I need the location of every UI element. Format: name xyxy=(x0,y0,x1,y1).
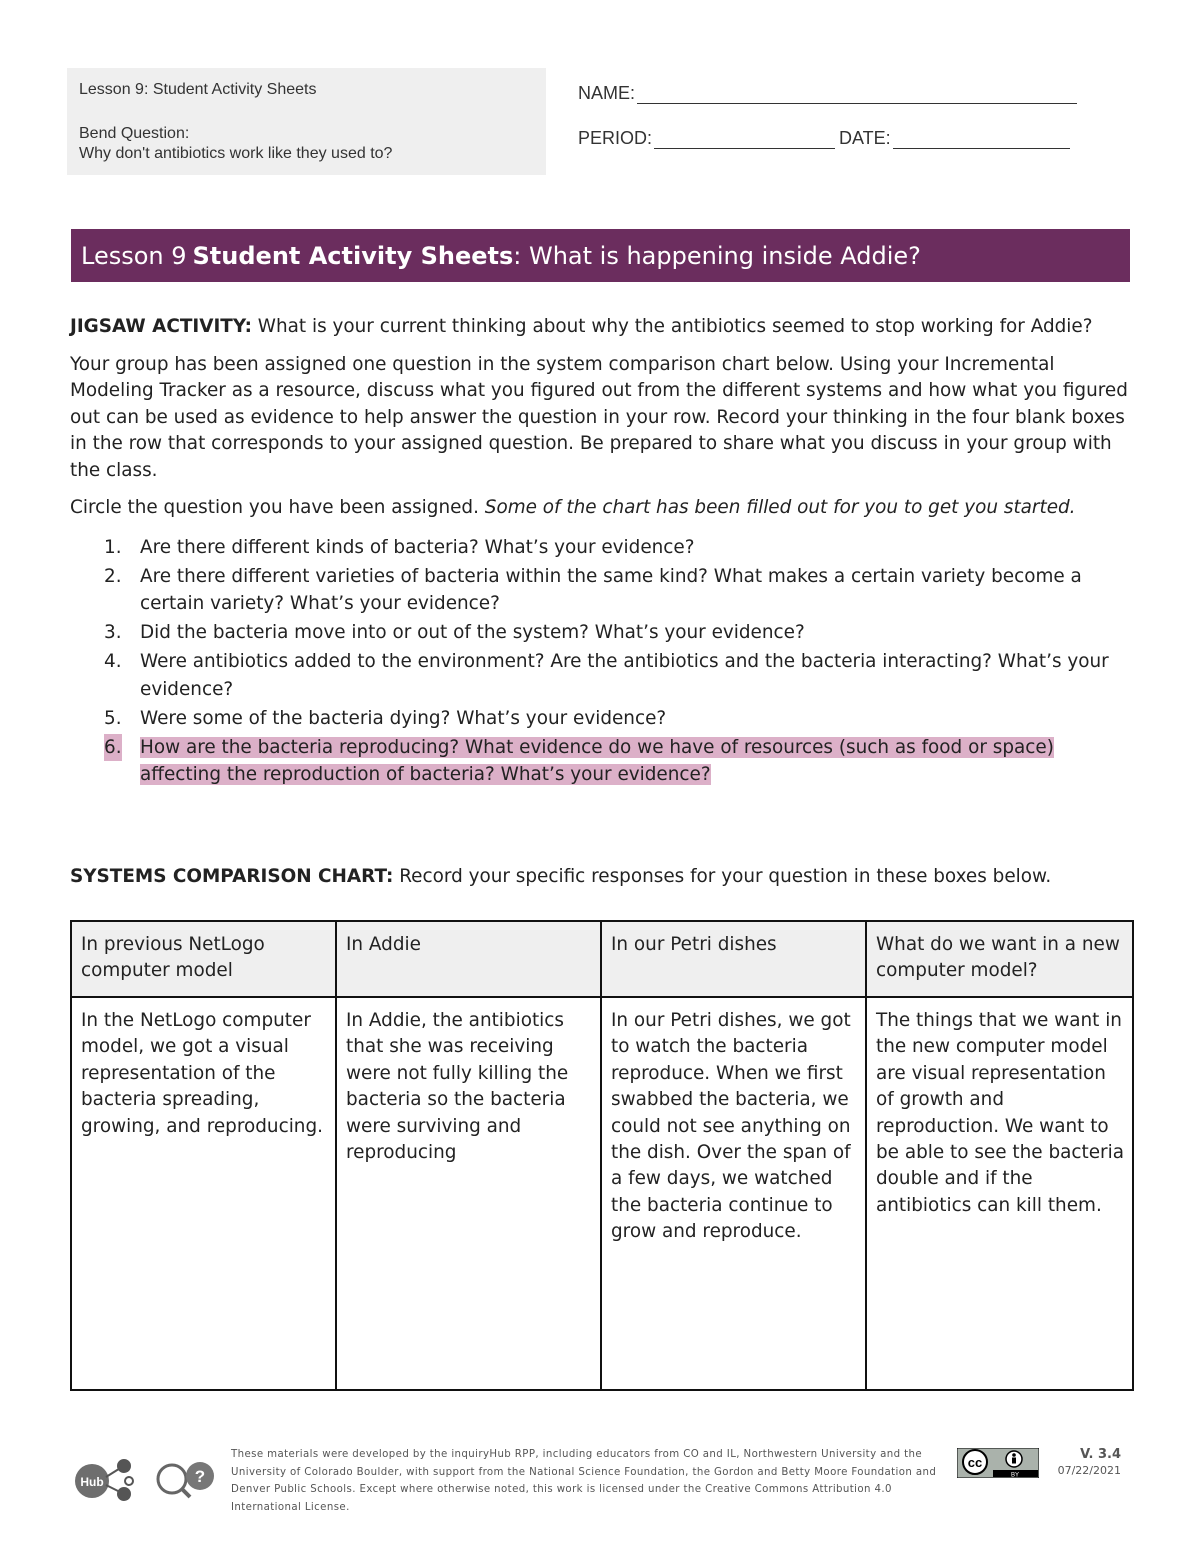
cell-netlogo[interactable]: In the NetLogo computer model, we got a visual representation of the bacteria spreading, growing, and reproducing. xyxy=(71,997,336,1390)
by-text: BY xyxy=(1010,1472,1020,1478)
date-label: DATE: xyxy=(839,128,891,148)
question-item[interactable]: 1. Are there different kinds of bacteria? What’s your evidence? xyxy=(104,536,695,558)
activity-content xyxy=(70,314,1132,790)
table-row xyxy=(71,997,1133,1390)
circle-prompt-text: Circle the question you have been assigned. xyxy=(70,497,479,518)
name-field[interactable] xyxy=(637,85,1077,104)
question-item[interactable]: 3. Did the bacteria move into or out of the system? What’s your evidence? xyxy=(104,622,805,643)
version-info xyxy=(1045,1447,1121,1477)
bend-question-label: Bend Question: xyxy=(79,125,190,142)
footer-license-note: These materials were developed by the inquiryHub RPP, including educators from CO and IL, Northwestern University and the University of Colorado Boulder, with support from the National Science Foundation, the Gordon and Betty Moore Foundation and Denver Public Schools. Except where otherwise noted, this work is licensed under the Creative Commons Attribution 4.0 International License. xyxy=(231,1449,937,1513)
question-item[interactable]: 5. Were some of the bacteria dying? What’s your evidence? xyxy=(104,707,667,729)
period-field[interactable] xyxy=(654,130,835,149)
version-number: V. 3.4 xyxy=(1080,1447,1121,1462)
header-addie: In Addie xyxy=(336,921,601,997)
table-header-row xyxy=(71,921,1133,997)
lesson-info-box xyxy=(67,68,546,175)
circle-prompt xyxy=(70,495,1132,522)
chart-label: SYSTEMS COMPARISON CHART: xyxy=(70,866,394,887)
version-date: 07/22/2021 xyxy=(1057,1464,1121,1477)
title-banner xyxy=(71,229,1130,282)
header-new-model: What do we want in a new computer model? xyxy=(866,921,1133,997)
banner-bold-title: Student Activity Sheets xyxy=(192,241,514,270)
banner-subtitle: : What is happening inside Addie? xyxy=(513,241,921,270)
cc-text: cc xyxy=(967,1455,983,1470)
circle-prompt-italic: Some of the chart has been filled out for you to get you started. xyxy=(484,497,1076,518)
question-list xyxy=(70,534,1132,789)
student-info-fields xyxy=(578,80,1088,170)
cell-addie[interactable]: In Addie, the antibiotics that she was receiving were not fully killing the bacteria so the bacteria were surviving and reproducing xyxy=(336,997,601,1390)
chart-title xyxy=(70,862,1132,891)
question-item-highlighted[interactable]: 6. How are the bacteria reproducing? What evidence do we have of resources (such as food or space) affecting the reproduction of bacteria? What’s your evidence? xyxy=(140,734,1132,789)
cell-new-model[interactable]: The things that we want in the new computer model are visual representation of growth and reproduction. We want to be able to see the bacteria double and if the antibiotics can kill them. xyxy=(866,997,1133,1390)
question-item[interactable]: 4. Were antibiotics added to the environment? Are the antibiotics and the bacteria interacting? What’s your evidence? xyxy=(104,651,1109,700)
svg-text:?: ? xyxy=(194,1467,206,1486)
question-item[interactable]: 2. Are there different varieties of bacteria within the same kind? What makes a certain variety become a certain variety? What’s your evidence? xyxy=(104,565,1082,614)
bend-question-text: Why don't antibiotics work like they used to? xyxy=(79,145,393,162)
jigsaw-text: What is your current thinking about why the antibiotics seemed to stop working for Addie? xyxy=(257,316,1093,337)
cell-petri[interactable]: In our Petri dishes, we got to watch the bacteria reproduce. When we first swabbed the bacteria, we could not see anything on the dish. Over the span of a few days, we watched the bacteria continue to grow and reproduce. xyxy=(601,997,866,1390)
instructions-paragraph: Your group has been assigned one question in the system comparison chart below. Using your Incremental Modeling Tracker as a resource, discuss what you figured out from the different systems and how what you figured out can be used as evidence to help answer the question in your row. Record your thinking in the four blank boxes in the row that corresponds to your assigned question. Be prepared to share what you discuss in your group with the class. xyxy=(70,353,1128,481)
name-label: NAME: xyxy=(578,83,636,103)
header-netlogo: In previous NetLogo computer model xyxy=(71,921,336,997)
lesson-label: Lesson 9: Student Activity Sheets xyxy=(79,81,317,98)
date-field[interactable] xyxy=(893,130,1070,149)
banner-prefix: Lesson 9 xyxy=(81,241,187,270)
logo-hub-text: Hub xyxy=(80,1475,104,1489)
chart-instructions: Record your specific responses for your question in these boxes below. xyxy=(399,866,1052,887)
jigsaw-paragraph xyxy=(70,314,1132,341)
header-petri: In our Petri dishes xyxy=(601,921,866,997)
creative-commons-icon[interactable] xyxy=(957,1448,1039,1478)
period-label: PERIOD: xyxy=(578,128,653,148)
systems-comparison-table xyxy=(70,920,1134,1391)
jigsaw-label: JIGSAW ACTIVITY: xyxy=(70,316,252,337)
inquiryhub-logo-icon xyxy=(74,1455,216,1505)
